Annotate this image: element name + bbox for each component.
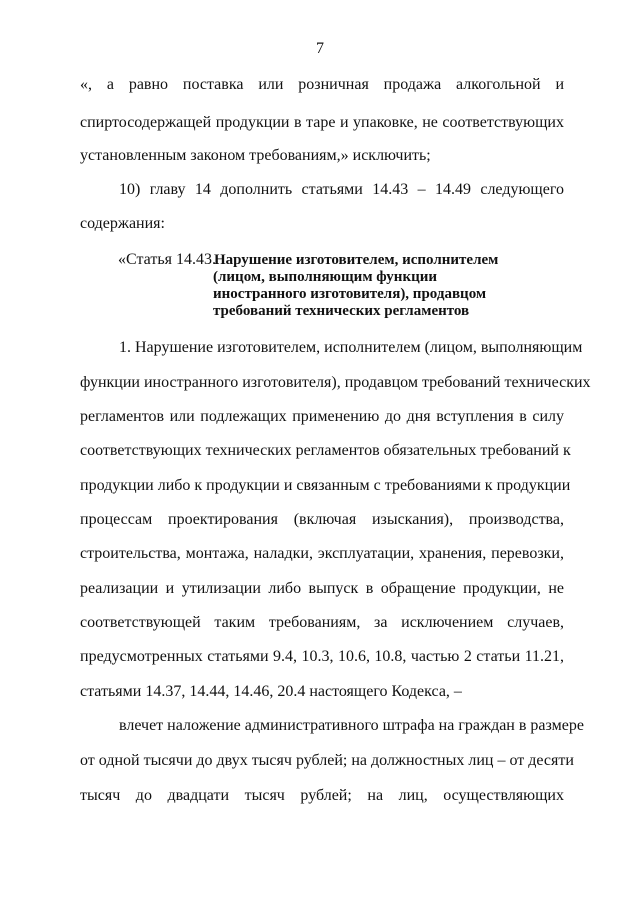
part-1-line-9: соответствующей таким требованиям, за исключением случаев, (80, 614, 564, 631)
intro-line-1: «, а равно поставка или розничная продажа алкогольной и (80, 76, 564, 93)
page-number: 7 (316, 40, 324, 57)
article-number: «Статья 14.43. (118, 251, 216, 268)
penalty-line-2: от одной тысячи до двух тысяч рублей; на должностных лиц – от десяти (80, 752, 574, 769)
part-1-line-2: функции иностранного изготовителя), продавцом требований технических (80, 374, 591, 391)
part-1-line-6: процессам проектирования (включая изыскания), производства, (80, 511, 564, 528)
penalty-line-3: тысяч до двадцати тысяч рублей; на лиц, осуществляющих (80, 787, 564, 804)
item-10-line-2: содержания: (80, 215, 165, 232)
part-1-line-3: регламентов или подлежащих применению до дня вступления в силу (80, 408, 564, 425)
article-title-line-3: иностранного изготовителя), продавцом (213, 286, 487, 302)
part-1-line-1: 1. Нарушение изготовителем, исполнителем (лицом, выполняющим (119, 339, 583, 356)
article-title-line-1: Нарушение изготовителем, исполнителем (214, 252, 499, 268)
part-1-line-7: строительства, монтажа, наладки, эксплуатации, хранения, перевозки, (80, 545, 564, 562)
item-10-line-1: 10) главу 14 дополнить статьями 14.43 – 14.49 следующего (119, 181, 564, 198)
penalty-line-1: влечет наложение административного штрафа на граждан в размере (119, 717, 584, 734)
part-1-line-8: реализации и утилизации либо выпуск в обращение продукции, не (80, 580, 564, 597)
intro-line-2: спиртосодержащей продукции в таре и упаковке, не соответствующих (80, 114, 564, 131)
intro-line-3: установленным законом требованиям,» исключить; (80, 147, 431, 164)
article-title-line-4: требований технических регламентов (213, 303, 470, 319)
part-1-line-5: продукции либо к продукции и связанным с требованиями к продукции (80, 477, 571, 494)
part-1-line-11: статьями 14.37, 14.44, 14.46, 20.4 настоящего Кодекса, – (80, 683, 462, 700)
article-title-line-2: (лицом, выполняющим функции (213, 269, 438, 285)
part-1-line-10: предусмотренных статьями 9.4, 10.3, 10.6, 10.8, частью 2 статьи 11.21, (80, 648, 564, 665)
part-1-line-4: соответствующих технических регламентов обязательных требований к (80, 442, 571, 459)
